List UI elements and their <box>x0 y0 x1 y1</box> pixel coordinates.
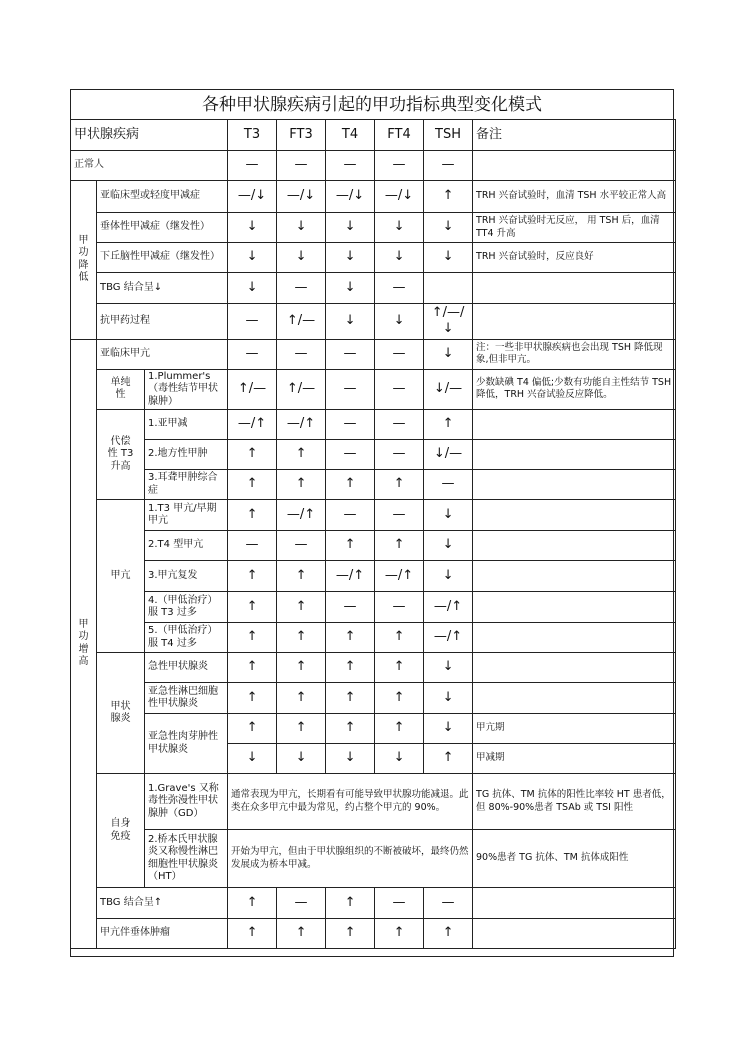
value-cell: ↓ <box>424 339 473 369</box>
note-cell <box>473 151 676 181</box>
value-cell: —/↑ <box>375 561 424 592</box>
value-cell: — <box>375 592 424 623</box>
value-cell: ↓ <box>424 714 473 744</box>
value-cell: ↑ <box>326 653 375 683</box>
desc-cell: 通常表现为甲亢，长期看有可能导致甲状腺功能减退。此类在众多甲亢中最为常见，约占整个甲亢的 90%。 <box>228 774 473 830</box>
note-cell <box>473 683 676 714</box>
value-cell: ↓ <box>326 213 375 243</box>
value-cell: — <box>326 151 375 181</box>
row-name: TBG 结合呈↓ <box>97 273 228 304</box>
value-cell: — <box>424 470 473 500</box>
row-name: 1.Plummer's（毒性结节甲状腺肿） <box>145 369 228 410</box>
value-cell: ↑ <box>375 683 424 714</box>
value-cell: ↑ <box>326 919 375 949</box>
subgroup-label: 单纯 性 <box>97 369 145 410</box>
value-cell: ↓/— <box>424 369 473 410</box>
value-cell: —/↑ <box>424 623 473 653</box>
value-cell: ↑ <box>277 592 326 623</box>
value-cell: ↓ <box>375 243 424 273</box>
value-cell: ↑ <box>375 623 424 653</box>
value-cell: — <box>375 339 424 369</box>
row-name: 亚急性淋巴细胞性甲状腺炎 <box>145 683 228 714</box>
value-cell: ↑ <box>228 888 277 919</box>
value-cell: — <box>228 531 277 561</box>
value-cell: — <box>228 151 277 181</box>
value-cell: — <box>375 500 424 531</box>
value-cell: —/↓ <box>326 181 375 213</box>
row-name: 下丘脑性甲减症（继发性） <box>97 243 228 273</box>
value-cell: — <box>375 410 424 440</box>
row-name: 亚临床甲亢 <box>97 339 228 369</box>
row-name: 3.耳聋甲肿综合症 <box>145 470 228 500</box>
value-cell: ↑ <box>424 744 473 774</box>
value-cell: — <box>277 273 326 304</box>
note-cell: TRH 兴奋试验时，血清 TSH 水平较正常人高 <box>473 181 676 213</box>
subgroup-label: 甲亢 <box>97 500 145 653</box>
value-cell: — <box>326 592 375 623</box>
value-cell: ↑ <box>375 714 424 744</box>
value-cell: — <box>277 339 326 369</box>
value-cell: ↑ <box>375 470 424 500</box>
row-name: 正常人 <box>71 151 228 181</box>
value-cell: ↓ <box>424 500 473 531</box>
value-cell: ↑ <box>228 500 277 531</box>
value-cell: ↓ <box>424 213 473 243</box>
value-cell: ↑ <box>277 440 326 470</box>
value-cell: ↑ <box>277 653 326 683</box>
row-name: 亚急性肉芽肿性甲状腺炎 <box>145 714 228 774</box>
header-col: TSH <box>424 120 473 151</box>
note-cell: 注：一些非甲状腺疾病也会出现 TSH 降低现象,但非甲亢。 <box>473 339 676 369</box>
value-cell: —/↑ <box>277 500 326 531</box>
value-cell: — <box>375 151 424 181</box>
value-cell: ↑ <box>277 623 326 653</box>
value-cell: ↓ <box>228 744 277 774</box>
value-cell: ↑/—/↓ <box>424 304 473 340</box>
header-col: FT4 <box>375 120 424 151</box>
value-cell: ↑ <box>326 470 375 500</box>
note-cell <box>473 273 676 304</box>
row-name: 垂体性甲减症（继发性） <box>97 213 228 243</box>
note-cell <box>473 592 676 623</box>
row-name: 1.亚甲减 <box>145 410 228 440</box>
value-cell: ↑/— <box>277 369 326 410</box>
value-cell: ↑ <box>228 623 277 653</box>
value-cell: ↑ <box>228 653 277 683</box>
value-cell: ↑ <box>277 470 326 500</box>
value-cell: — <box>375 440 424 470</box>
row-name: 急性甲状腺炎 <box>145 653 228 683</box>
note-cell: 90%患者 TG 抗体、TM 抗体成阳性 <box>473 830 676 888</box>
note-cell <box>473 623 676 653</box>
note-cell <box>473 440 676 470</box>
value-cell: ↓ <box>228 213 277 243</box>
value-cell: — <box>277 888 326 919</box>
row-name: 1.Grave's 又称毒性弥漫性甲状腺肿（GD） <box>145 774 228 830</box>
subgroup-label: 代偿 性 T3 升高 <box>97 410 145 500</box>
row-name: 3.甲亢复发 <box>145 561 228 592</box>
value-cell: ↓ <box>375 744 424 774</box>
row-name: 4.（甲低治疗）服 T3 过多 <box>145 592 228 623</box>
value-cell: ↑/— <box>228 369 277 410</box>
value-cell: ↑ <box>228 919 277 949</box>
value-cell: ↓ <box>277 213 326 243</box>
value-cell: ↓ <box>326 304 375 340</box>
value-cell: ↓ <box>375 304 424 340</box>
value-cell: ↑ <box>326 683 375 714</box>
note-cell <box>473 888 676 919</box>
subgroup-label: 甲状 腺炎 <box>97 653 145 774</box>
header-note: 备注 <box>473 120 676 151</box>
header-col: FT3 <box>277 120 326 151</box>
value-cell: — <box>326 500 375 531</box>
row-name: 5.（甲低治疗）服 T4 过多 <box>145 623 228 653</box>
value-cell: ↑ <box>228 592 277 623</box>
value-cell: — <box>277 531 326 561</box>
value-cell: ↓ <box>424 243 473 273</box>
note-cell: 甲减期 <box>473 744 676 774</box>
value-cell: ↓ <box>424 653 473 683</box>
note-cell: TRH 兴奋试验时，反应良好 <box>473 243 676 273</box>
value-cell: — <box>326 369 375 410</box>
value-cell: ↓ <box>326 744 375 774</box>
document-page <box>70 89 674 957</box>
value-cell: — <box>277 151 326 181</box>
header-col: T4 <box>326 120 375 151</box>
value-cell: ↑ <box>326 531 375 561</box>
row-name: 2.地方性甲肿 <box>145 440 228 470</box>
value-cell: — <box>326 410 375 440</box>
value-cell: —/↑ <box>277 410 326 440</box>
value-cell: ↑ <box>326 623 375 653</box>
value-cell: ↑ <box>277 714 326 744</box>
note-cell: TG 抗体、TM 抗体的阳性比率较 HT 患者低，但 80%-90%患者 TSAb 或 TSI 阳性 <box>473 774 676 830</box>
note-cell: TRH 兴奋试验时无反应， 用 TSH 后，血清 TT4 升高 <box>473 213 676 243</box>
value-cell: —/↑ <box>326 561 375 592</box>
value-cell: ↑ <box>228 470 277 500</box>
value-cell: ↑ <box>228 561 277 592</box>
note-cell <box>473 410 676 440</box>
value-cell: — <box>326 339 375 369</box>
note-cell <box>473 653 676 683</box>
value-cell: —/↓ <box>228 181 277 213</box>
value-cell: ↓ <box>326 273 375 304</box>
header-disease: 甲状腺疾病 <box>71 120 228 151</box>
value-cell: ↑ <box>326 714 375 744</box>
value-cell: ↑ <box>228 440 277 470</box>
value-cell: ↓ <box>375 213 424 243</box>
note-cell <box>473 304 676 340</box>
value-cell: ↓ <box>424 531 473 561</box>
value-cell: ↑/— <box>277 304 326 340</box>
value-cell: ↑ <box>277 919 326 949</box>
note-cell: 少数缺碘 T4 偏低;少数有功能自主性结节 TSH 降低，TRH 兴奋试验反应降低。 <box>473 369 676 410</box>
value-cell: — <box>375 888 424 919</box>
note-cell <box>473 470 676 500</box>
value-cell: ↓ <box>424 683 473 714</box>
note-cell <box>473 500 676 531</box>
value-cell: ↑ <box>424 919 473 949</box>
value-cell: ↓/— <box>424 440 473 470</box>
header-col: T3 <box>228 120 277 151</box>
page-title: 各种甲状腺疾病引起的甲功指标典型变化模式 <box>71 90 673 120</box>
value-cell: ↓ <box>228 273 277 304</box>
row-name: 抗甲药过程 <box>97 304 228 340</box>
value-cell: — <box>424 151 473 181</box>
value-cell: —/↑ <box>424 592 473 623</box>
row-name: 甲亢伴垂体肿瘤 <box>97 919 228 949</box>
value-cell: ↓ <box>228 243 277 273</box>
value-cell: ↑ <box>375 653 424 683</box>
value-cell: — <box>228 339 277 369</box>
value-cell: ↑ <box>375 919 424 949</box>
value-cell: ↑ <box>375 531 424 561</box>
value-cell: — <box>326 440 375 470</box>
thyroid-table <box>70 119 676 949</box>
note-cell <box>473 561 676 592</box>
note-cell <box>473 919 676 949</box>
row-name: 亚临床型或轻度甲减症 <box>97 181 228 213</box>
row-name: 1.T3 甲亢/早期甲亢 <box>145 500 228 531</box>
value-cell: ↑ <box>326 888 375 919</box>
row-name: 2.桥本氏甲状腺炎又称慢性淋巴细胞性甲状腺炎（HT） <box>145 830 228 888</box>
value-cell: ↓ <box>424 561 473 592</box>
value-cell: ↑ <box>424 410 473 440</box>
value-cell: —/↓ <box>375 181 424 213</box>
value-cell: ↑ <box>228 683 277 714</box>
note-cell: 甲亢期 <box>473 714 676 744</box>
row-name: TBG 结合呈↑ <box>97 888 228 919</box>
group-label-low: 甲 功 降 低 <box>71 181 97 340</box>
value-cell: ↓ <box>326 243 375 273</box>
value-cell: — <box>375 273 424 304</box>
value-cell <box>424 273 473 304</box>
subgroup-label: 自身 免疫 <box>97 774 145 888</box>
value-cell: ↑ <box>228 714 277 744</box>
row-name: 2.T4 型甲亢 <box>145 531 228 561</box>
group-label-high: 甲 功 增 高 <box>71 339 97 949</box>
value-cell: — <box>375 369 424 410</box>
value-cell: — <box>228 304 277 340</box>
value-cell: ↑ <box>424 181 473 213</box>
value-cell: ↓ <box>277 744 326 774</box>
value-cell: ↓ <box>277 243 326 273</box>
value-cell: ↑ <box>277 561 326 592</box>
value-cell: —/↓ <box>277 181 326 213</box>
value-cell: ↑ <box>277 683 326 714</box>
desc-cell: 开始为甲亢，但由于甲状腺组织的不断被破坏，最终仍然发展成为桥本甲减。 <box>228 830 473 888</box>
value-cell: —/↑ <box>228 410 277 440</box>
value-cell: — <box>424 888 473 919</box>
note-cell <box>473 531 676 561</box>
